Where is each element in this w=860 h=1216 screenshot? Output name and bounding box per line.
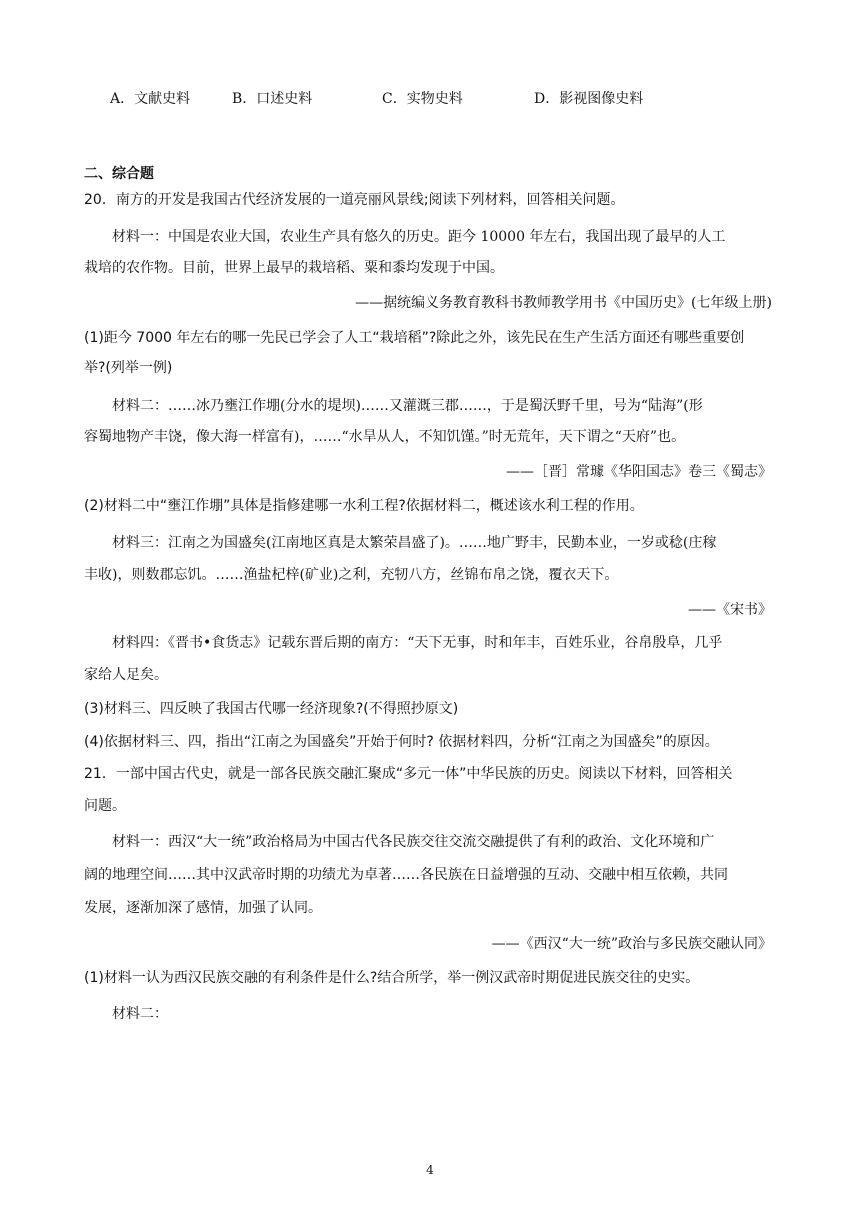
option-b: B．口述史料 [232,91,313,107]
q20-material2-line1: 材料二：……冰乃壅江作堋(分水的堤坝)……又灌溉三郡……，于是蜀沃野千里，号为“陆海”(形 [112,398,703,414]
q21-material1-line2: 阔的地理空间……其中汉武帝时期的功绩尤为卓著……各民族在日益增强的互动、交融中相互依赖，共同 [84,867,728,883]
q20-material2-line2: 容蜀地物产丰饶，像大海一样富有)，……“水旱从人，不知饥馑。”时无荒年，天下谓之“天府”也。 [84,429,686,445]
page-number: 4 [426,1163,434,1177]
q21-stem-line2: 问题。 [84,798,126,814]
q20-material2-source: ——［晋］常璩《华阳国志》卷三《蜀志》 [506,464,772,480]
q20-subq1-line1: (1)距今 7000 年左右的哪一先民已学会了人工“栽培稻”?除此之外，该先民在生产生活方面还有哪些重要创 [84,330,745,346]
q20-material1-line1: 材料一：中国是农业大国，农业生产具有悠久的历史。距今 10000 年左右，我国出现了最早的人工 [112,229,726,245]
option-c: C．实物史料 [382,91,463,107]
q20-material1-line2: 栽培的农作物。目前，世界上最早的栽培稻、粟和黍均发现于中国。 [84,260,504,276]
q20-material3-line1: 材料三：江南之为国盛矣(江南地区真是太繁荣昌盛了)。……地广野丰，民勤本业，一岁或稔(庄稼 [112,535,717,551]
q21-material1-source: ——《西汉“大一统”政治与多民族交融认同》 [491,936,772,952]
option-a: A．文献史料 [110,91,191,107]
q20-material4-line2: 家给人足矣。 [84,667,168,683]
q20-subq4: (4)依据材料三、四，指出“江南之为国盛矣”开始于何时? 依据材料四，分析“江南之为国盛矣”的原因。 [84,734,719,750]
q20-subq2: (2)材料二中“壅江作堋”具体是指修建哪一水利工程?依据材料二，概述该水利工程的作用。 [84,498,644,514]
q21-stem-line1: 21．一部中国古代史，就是一部各民族交融汇聚成“多元一体”中华民族的历史。阅读以下材料，回答相关 [84,766,733,782]
q20-material1-source: ——据统编义务教育教科书教师教学用书《中国历史》(七年级上册) [355,295,772,311]
q21-material2-label: 材料二： [112,1006,168,1022]
q20-material4-line1: 材料四：《晋书•食货志》记载东晋后期的南方：“天下无事，时和年丰，百姓乐业，谷帛殷阜，几乎 [112,635,723,651]
q20-stem: 20．南方的开发是我国古代经济发展的一道亮丽风景线;阅读下列材料，回答相关问题。 [84,192,625,208]
q20-material3-source: ——《宋书》 [688,602,772,618]
q20-subq3: (3)材料三、四反映了我国古代哪一经济现象?(不得照抄原文) [84,701,459,717]
option-d: D．影视图像史料 [534,91,644,107]
q20-subq1-line2: 举?(列举一例) [84,360,173,376]
q20-material3-line2: 丰收)，则数郡忘饥。……渔盐杞梓(矿业)之利，充牣八方，丝锦布帛之饶，覆衣天下。 [84,567,619,583]
section-title: 二、综合题 [84,166,154,182]
q21-subq1: (1)材料一认为西汉民族交融的有利条件是什么?结合所学，举一例汉武帝时期促进民族交往的史实。 [84,970,700,986]
q21-material1-line1: 材料一：西汉“大一统”政治格局为中国古代各民族交往交流交融提供了有利的政治、文化环境和广 [112,834,715,850]
q21-material1-line3: 发展，逐渐加深了感情，加强了认同。 [84,900,322,916]
